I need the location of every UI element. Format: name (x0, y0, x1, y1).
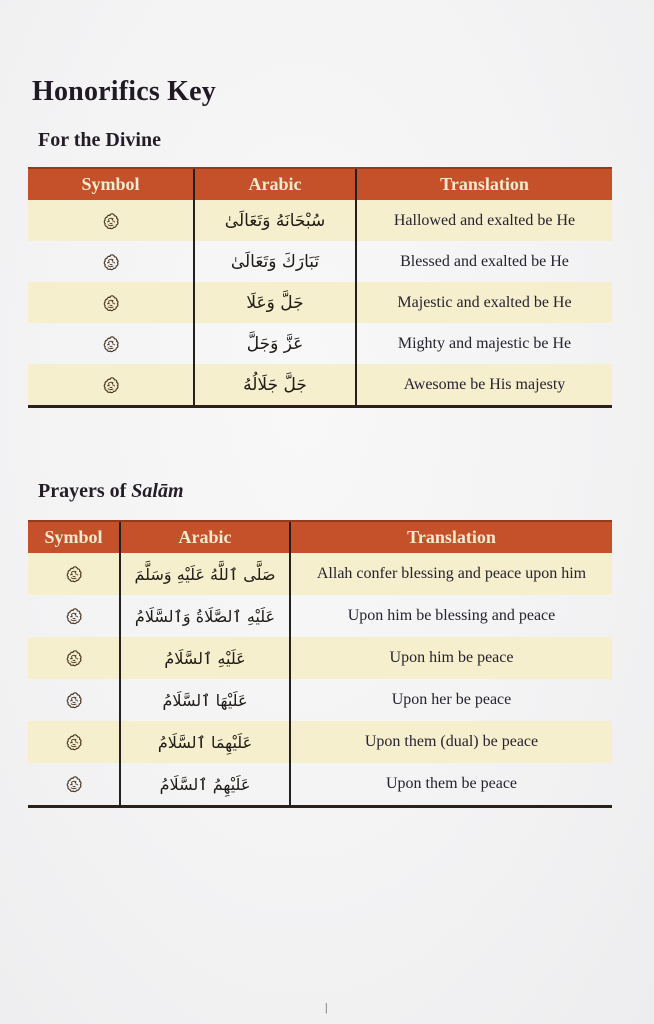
symbol-cell (28, 323, 195, 364)
sallallahu-alayhi-wa-sallam-seal-icon (64, 563, 84, 585)
salam-prayers-table (28, 520, 612, 808)
section-heading-prayers-of-salam (38, 480, 184, 503)
symbol-cell (28, 679, 121, 721)
symbol-cell (28, 763, 121, 805)
symbol-cell (28, 364, 195, 405)
subhanahu-wa-taala-seal-icon (101, 210, 121, 232)
divine-honorifics-table (28, 167, 612, 408)
translation-text: Blessed and exalted be He (400, 252, 569, 270)
arabic-text: تَبَارَكَ وَتَعَالَىٰ (195, 241, 357, 282)
translation-text: Hallowed and exalted be He (393, 211, 576, 229)
alayhi-as-salatu-was-salam-seal-icon (64, 605, 84, 627)
column-header-symbol: Symbol (28, 522, 121, 553)
translation-text: Awesome be His majesty (403, 375, 566, 393)
heading-italic-salam: Salām (131, 480, 184, 502)
table-row (28, 364, 612, 405)
table-row (28, 595, 612, 637)
table-row (28, 763, 612, 805)
arabic-text: جَلَّ جَلَالُهُ (195, 364, 357, 405)
translation-text: Allah confer blessing and peace upon him (316, 565, 587, 582)
table-row (28, 637, 612, 679)
arabic-text: عَلَيْهِمَا ٱلسَّلَامُ (121, 721, 291, 763)
arabic-text: صَلَّى ٱللَّهُ عَلَيْهِ وَسَلَّمَ (121, 553, 291, 595)
arabic-text: جَلَّ وَعَلَا (195, 282, 357, 323)
alayhi-as-salam-seal-icon (64, 647, 84, 669)
table-header-row (28, 167, 612, 200)
page-title: Honorifics Key (32, 76, 216, 107)
table-row (28, 323, 612, 364)
arabic-text: عَلَيْهَا ٱلسَّلَامُ (121, 679, 291, 721)
translation-text: Majestic and exalted be He (397, 293, 572, 311)
arabic-text: عَلَيْهِ ٱلصَّلَاةُ وَٱلسَّلَامُ (121, 595, 291, 637)
column-header-arabic: Arabic (195, 169, 357, 200)
alayha-as-salam-seal-icon (64, 689, 84, 711)
symbol-cell (28, 595, 121, 637)
page-number-mark: | (325, 1000, 328, 1014)
symbol-cell (28, 282, 195, 323)
column-header-translation: Translation (407, 527, 496, 547)
arabic-text: عَلَيْهِ ٱلسَّلَامُ (121, 637, 291, 679)
jalla-wa-ala-seal-icon (101, 292, 121, 314)
translation-text: Upon him be blessing and peace (347, 607, 556, 624)
table-row (28, 679, 612, 721)
heading-prefix: Prayers of (38, 480, 132, 502)
column-header-translation: Translation (440, 174, 529, 194)
arabic-text: عَزَّ وَجَلَّ (195, 323, 357, 364)
alayhima-as-salam-seal-icon (64, 731, 84, 753)
table-header-row (28, 520, 612, 553)
azza-wa-jall-seal-icon (101, 333, 121, 355)
column-header-arabic: Arabic (121, 522, 291, 553)
table-row (28, 241, 612, 282)
jalla-jalaluhu-seal-icon (101, 374, 121, 396)
translation-text: Upon them be peace (385, 775, 518, 792)
section-heading-for-the-divine: For the Divine (38, 129, 161, 151)
tabaraka-wa-taala-seal-icon (101, 251, 121, 273)
symbol-cell (28, 200, 195, 241)
translation-text: Upon her be peace (391, 691, 512, 708)
symbol-cell (28, 637, 121, 679)
table-row (28, 553, 612, 595)
symbol-cell (28, 553, 121, 595)
arabic-text: عَلَيْهِمُ ٱلسَّلَامُ (121, 763, 291, 805)
translation-text: Mighty and majestic be He (397, 334, 572, 352)
symbol-cell (28, 241, 195, 282)
translation-text: Upon them (dual) be peace (364, 733, 539, 750)
alayhim-as-salam-seal-icon (64, 773, 84, 795)
arabic-text: سُبْحَانَهُ وَتَعَالَىٰ (195, 200, 357, 241)
column-header-symbol: Symbol (28, 169, 195, 200)
translation-text: Upon him be peace (389, 649, 514, 666)
symbol-cell (28, 721, 121, 763)
table-row (28, 721, 612, 763)
table-row (28, 282, 612, 323)
table-row (28, 200, 612, 241)
